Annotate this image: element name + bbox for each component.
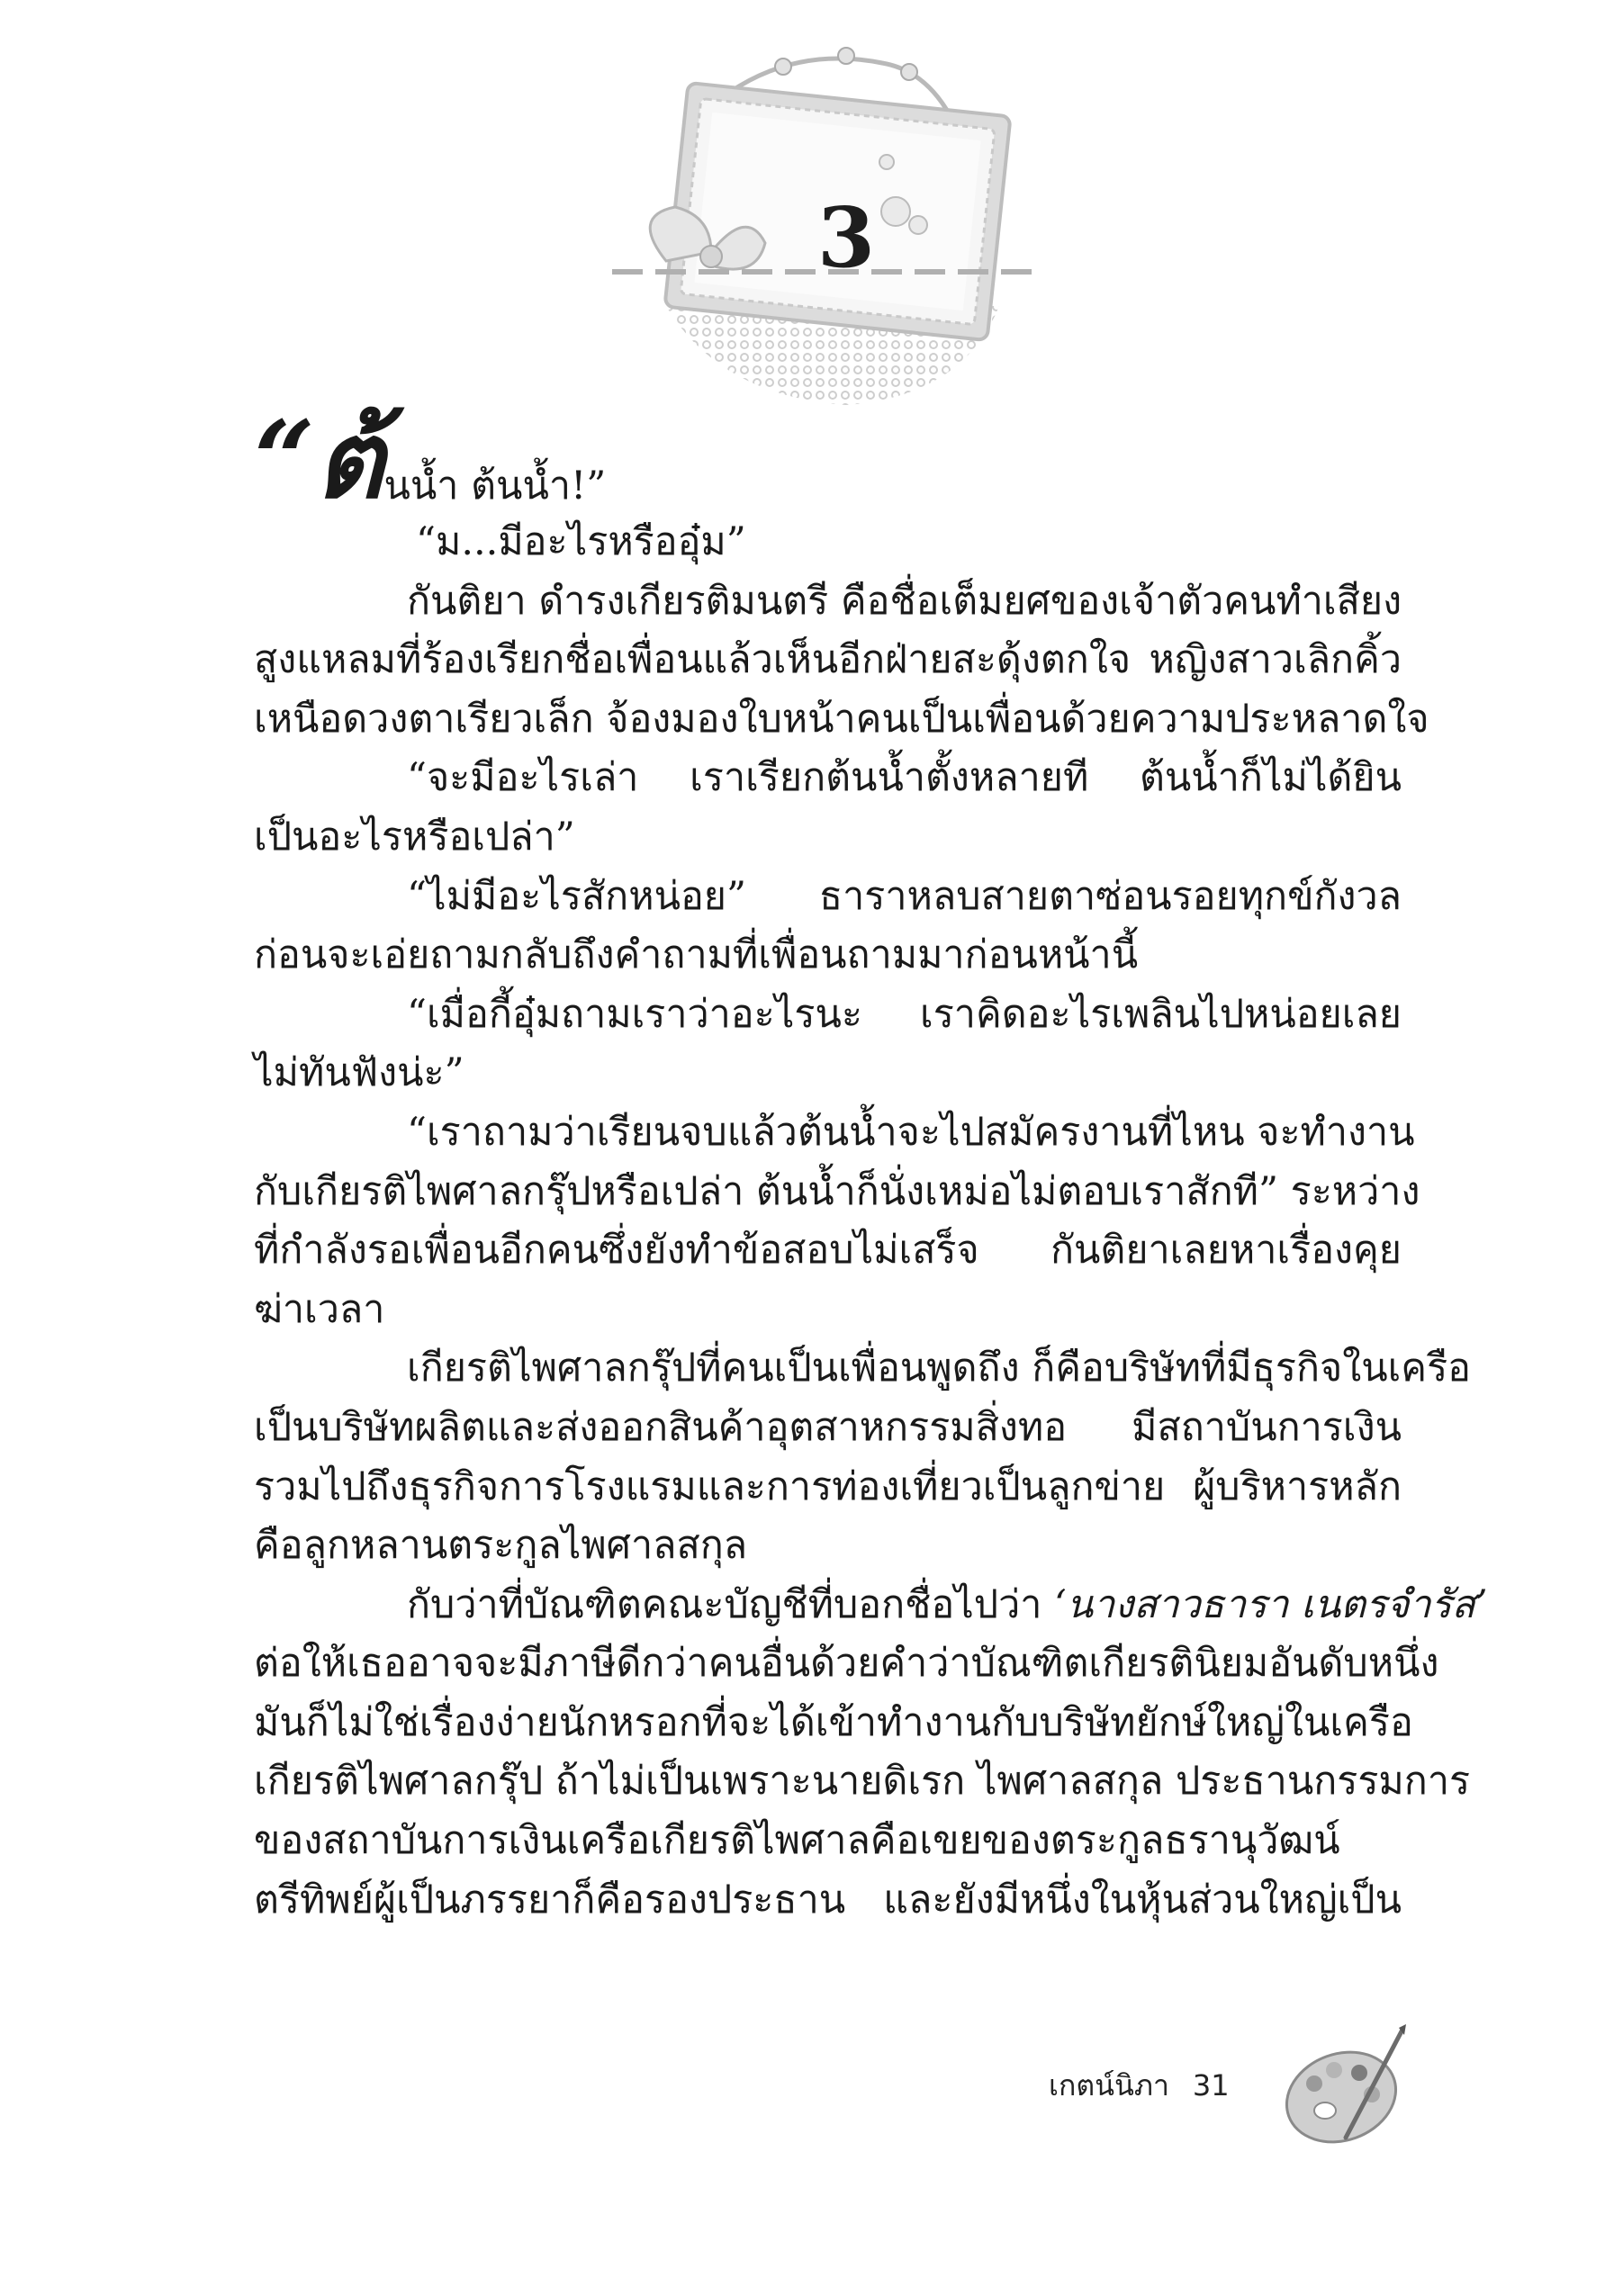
text-line: “เมื่อกี้อุ๋มถามเราว่าอะไรนะ เราคิดอะไรเพลินไปหน่อยเลย — [407, 991, 1402, 1037]
text-line: ของสถาบันการเงินเครือเกียรติไพศาลคือเขยของตระกูลธรานุวัฒน์ — [254, 1818, 1340, 1864]
body-text — [254, 397, 1488, 1930]
text-line: กันติยา ดำรงเกียรติมนตรี คือชื่อเต็มยศของเจ้าตัวคนทำเสียง — [407, 578, 1402, 624]
text-line: กับเกียรติไพศาลกรุ๊ปหรือเปล่า ต้นน้ำก็นั่งเหม่อไม่ตอบเราสักที” ระหว่าง — [254, 1168, 1420, 1214]
italic-name: ‘นางสาวธารา เนตรจำรัส’ — [1054, 1581, 1488, 1627]
text-line: “ไม่มีอะไรสักหน่อย” ธาราหลบสายตาซ่อนรอยทุกข์กังวล — [407, 873, 1402, 919]
text-line: ก่อนจะเอ่ยถามกลับถึงคำถามที่เพื่อนถามมาก่อนหน้านี้ — [254, 932, 1139, 978]
text-line — [254, 1576, 1488, 1635]
text-line: ต่อให้เธออาจจะมีภาษีดีกว่าคนอื่นด้วยคำว่าบัณฑิตเกียรตินิยมอันดับหนึ่ง — [254, 1641, 1439, 1687]
text-line: ฆ่าเวลา — [254, 1286, 385, 1332]
text-line: เป็นอะไรหรือเปล่า” — [254, 814, 575, 860]
text-line: “เราถามว่าเรียนจบแล้วต้นน้ำจะไปสมัครงานที่ไหน จะทำงาน — [407, 1109, 1415, 1155]
text-line: ไม่ทันฟังน่ะ” — [254, 1050, 464, 1096]
text-line: ตรีทิพย์ผู้เป็นภรรยาก็คือรองประธาน และยังมีหนึ่งในหุ้นส่วนใหญ่เป็น — [254, 1877, 1402, 1922]
text-line: มันก็ไม่ใช่เรื่องง่ายนักหรอกที่จะได้เข้าทำงานกับบริษัทยักษ์ใหญ่ในเครือ — [254, 1699, 1413, 1745]
page-number: 31 — [1192, 2068, 1230, 2102]
author-name: เกตน์นิภา — [1049, 2068, 1169, 2102]
text-line: คือลูกหลานตระกูลไพศาลสกุล — [254, 1523, 748, 1569]
opening-line — [254, 397, 1402, 522]
text-line: “ม...มีอะไรหรืออุ๋ม” — [416, 519, 746, 564]
page-footer — [1049, 2063, 1253, 2109]
paint-palette-icon — [1278, 2021, 1413, 2156]
text-line: เกียรติไพศาลกรุ๊ปที่คนเป็นเพื่อนพูดถึง ก็คือบริษัทที่มีธุรกิจในเครือ — [407, 1346, 1471, 1391]
opening-line-text: นน้ำ ต้นน้ำ!” — [383, 464, 607, 509]
text-line: สูงแหลมที่ร้องเรียกชื่อเพื่อนแล้วเห็นอีกฝ่ายสะดุ้งตกใจ หญิงสาวเลิกคิ้ว — [254, 637, 1402, 683]
text-line: ที่กำลังรอเพื่อนอีกคนซึ่งยังทำข้อสอบไม่เสร็จ กันติยาเลยหาเรื่องคุย — [254, 1228, 1402, 1274]
drop-cap: “ต้ — [254, 397, 384, 522]
text-line: เหนือดวงตาเรียวเล็ก จ้องมองใบหน้าคนเป็นเพื่อนด้วยความประหลาดใจ — [254, 696, 1429, 742]
text-span: กับว่าที่บัณฑิตคณะบัญชีที่บอกชื่อไปว่า — [407, 1581, 1055, 1627]
chapter-number: 3 — [816, 189, 875, 286]
text-line: เป็นบริษัทผลิตและส่งออกสินค้าอุตสาหกรรมสิ่งทอ มีสถาบันการเงิน — [254, 1404, 1402, 1450]
text-line: เกียรติไพศาลกรุ๊ป ถ้าไม่เป็นเพราะนายดิเรก ไพศาลสกุล ประธานกรรมการ — [254, 1759, 1471, 1805]
text-line: รวมไปถึงธุรกิจการโรงแรมและการท่องเที่ยวเป็นลูกข่าย ผู้บริหารหลัก — [254, 1463, 1402, 1509]
text-line: “จะมีอะไรเล่า เราเรียกต้นน้ำตั้งหลายที ต้นน้ำก็ไม่ได้ยิน — [407, 755, 1402, 801]
